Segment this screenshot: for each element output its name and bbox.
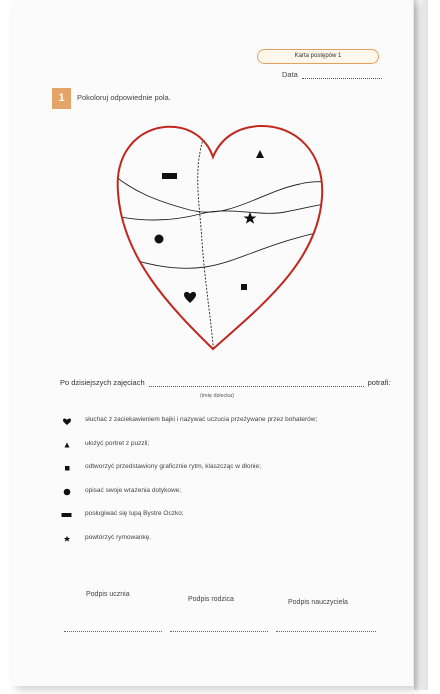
heart-divider-line [110,227,340,268]
heart-divider-line [110,167,340,212]
child-name-hint: (imię dziecka) [200,393,234,399]
student-signature-line[interactable] [64,631,162,632]
date-label: Data [282,70,298,79]
summary-sentence [60,378,391,387]
teacher-signature-label: Podpis nauczyciela [288,599,348,606]
task-instruction: Pokoloruj odpowiednie pola. [77,93,171,102]
sentence-suffix: potrafi: [367,378,391,387]
heart-coloring-area[interactable] [110,122,340,354]
parent-signature-line[interactable] [170,631,268,632]
heart-divider-line [110,202,340,220]
star-icon [244,212,257,224]
heart-icon [184,292,196,303]
triangle-icon [60,440,74,450]
teacher-signature-line[interactable] [276,631,376,632]
square-icon [60,463,74,473]
skills-list [60,414,390,555]
list-item-text: powtórzyć rymowankę. [85,533,152,541]
rectangle-icon [162,173,177,179]
list-item [60,438,390,462]
date-field[interactable] [282,70,382,79]
heart-icon [60,416,74,426]
list-item-text: słuchać z zaciekawieniem bajki i nazywać uczucia przeżywane przez bohaterów; [85,416,318,423]
student-signature-label: Podpis ucznia [86,591,130,598]
list-item-text: ułożyć portret z puzzli; [85,439,150,447]
star-icon [60,534,74,544]
heart-outline [118,126,323,349]
list-item-text: posługiwać się lupą Bystre Oczko; [85,510,184,517]
parent-signature-label: Podpis rodzica [188,596,234,603]
circle-icon [155,235,164,244]
list-item [60,414,390,438]
task-number-badge: 1 [52,88,71,109]
list-item [60,485,390,509]
date-dotted-line [302,71,382,79]
triangle-icon [256,150,264,158]
list-item-text: opisać swoje wrażenia dotykowe; [85,486,182,494]
sentence-prefix: Po dzisiejszych zajęciach [60,378,145,387]
square-icon [241,284,247,290]
list-item [60,508,390,532]
list-item-text: odtworzyć przedstawiony graficznie rytm, klaszcząc w dłonie; [85,463,261,470]
child-name-field[interactable] [149,379,364,387]
list-item [60,532,390,556]
circle-icon [60,487,74,497]
rectangle-icon [60,510,74,520]
page-edge [414,0,428,690]
progress-card-title: Karta postępów 1 [257,49,379,64]
list-item [60,461,390,485]
heart-divider-line [198,122,214,354]
